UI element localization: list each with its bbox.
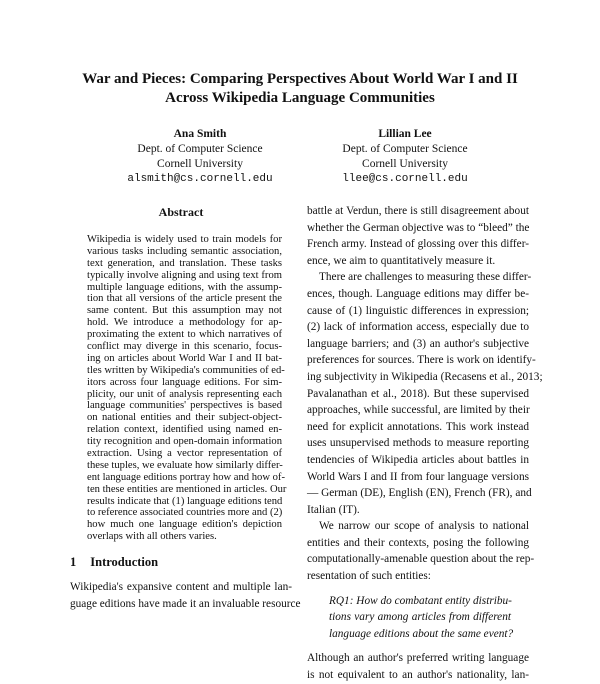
research-question [307,593,529,643]
text-line: uses unsupervised methods to measure reporting [307,437,529,450]
text-line: ten these entities are mentioned in articles. Our [87,483,287,495]
paper-title [60,70,540,108]
text-line: overlaps with all others varies. [87,531,217,543]
author-university: Cornell University [157,158,243,170]
author-email: alsmith@cs.cornell.edu [127,173,273,185]
text-line: extraction. Using a vector representation of [87,448,282,460]
text-line: — German (DE), English (EN), French (FR), and [307,487,532,500]
author-block [100,127,300,187]
text-line: ences, though. Language editions may differ be- [307,287,529,300]
paragraph [307,650,529,683]
author-dept: Dept. of Computer Science [342,143,468,155]
text-line: various tasks including semantic association, [87,245,282,257]
text-line: plicity, our unit of analysis representing each [87,388,282,400]
text-line: French army. Instead of glossing over this differ- [307,238,529,251]
text-line: need for explicit annotations. This work instead [307,420,529,433]
text-line: language communities' perspectives is based [87,400,282,412]
author-name: Ana Smith [173,128,227,140]
text-line: Pavalanathan et al., 2018). But these supervised [307,387,529,400]
title-line: Across Wikipedia Language Communities [165,90,435,106]
text-line: hold. We introduce a methodology for ap- [87,317,282,329]
text-line: typically involve aligning and using text from [87,269,282,281]
author-name: Lillian Lee [378,128,432,140]
text-line: these tuples, we evaluate how similarly differ- [87,459,283,471]
text-line: tles written by Wikipedia's communities of ed- [87,364,285,376]
author-dept: Dept. of Computer Science [137,143,263,155]
section-title: Introduction [90,555,159,569]
text-line: itors across four language editions. For sim- [87,376,282,388]
text-line: Wikipedia is widely used to train models for [87,234,282,245]
text-line: (2) lack of information access, especially due to [307,321,529,334]
text-line: approaches, while successful, are limited by their [307,404,530,417]
text-line: whether the German objective was to “bleed” the [307,221,530,234]
text-line: tions vary among articles from different [329,611,511,624]
text-line: battle at Verdun, there is still disagreement about [307,205,529,217]
paragraph [307,269,543,518]
text-line: computationally-amenable question about the rep- [307,553,535,566]
intro-body [70,579,301,612]
text-line: There are challenges to measuring these differ- [319,271,532,284]
text-line: tendencies of Wikipedia articles about battles in [307,453,529,466]
text-line: is not equivalent to an author's nationality, lan- [307,669,529,682]
text-line: proximating the extent to which narratives of [87,329,282,341]
author-university: Cornell University [362,158,448,170]
text-line: language barriers; and (3) an author's subjective [307,337,529,350]
text-line: RQ1: How do combatant entity distribu- [329,594,512,607]
text-line: Wikipedia's expansive content and multiple lan- [70,581,292,593]
section-heading [70,555,172,570]
text-line: ing on articles about World War I and II bat- [87,352,282,364]
text-line: World Wars I and II from four language versions [307,470,529,483]
paragraph [307,203,529,269]
text-line: ent language editions portray how and how of- [87,471,285,483]
text-line: tity recognition and open-domain information [87,436,282,448]
text-line: resentation of such entities: [307,570,431,583]
text-line: text generation, and translation. These tasks [87,257,282,269]
text-line: same content. But this assumption may not [87,305,282,317]
right-column [307,203,543,684]
text-line: ing subjectivity in Wikipedia (Recasens et al., 2013; [307,370,543,383]
text-line: We narrow our scope of analysis to national [319,520,529,533]
text-line: how much one language edition's depiction [87,519,282,531]
text-line: cause of (1) linguistic differences in expression; [307,304,529,317]
text-line: Although an author's preferred writing language [307,652,529,665]
text-line: preferences for sources. There is work on identify- [307,354,536,367]
text-line: results indicate that (1) language editions tend [87,495,283,507]
section-number: 1 [70,555,77,569]
text-line: on national entities and their subject-object- [87,412,282,424]
author-email: llee@cs.cornell.edu [342,173,468,185]
text-line: relation context, identified using named en- [87,424,282,436]
abstract-heading: Abstract [158,205,204,219]
paragraph [307,518,535,584]
author-block [305,127,505,187]
title-line: War and Pieces: Comparing Perspectives About World War I and II [82,71,518,87]
abstract-body [87,234,287,543]
text-line: to reference associated countries more and (2) [87,507,283,519]
text-line: ence, we aim to quantitatively measure it. [307,254,496,267]
text-line: conflict may diverge in this scenario, focus- [87,341,282,353]
text-line: entities and their contexts, posing the following [307,536,529,549]
text-line: multiple language editions, with the assump- [87,281,282,293]
text-line: guage editions have made it an invaluable resource [70,597,301,610]
text-line: language editions about the same event? [329,627,514,640]
text-line: tion that all versions of the article present the [87,293,282,305]
text-line: Italian (IT). [307,503,360,516]
